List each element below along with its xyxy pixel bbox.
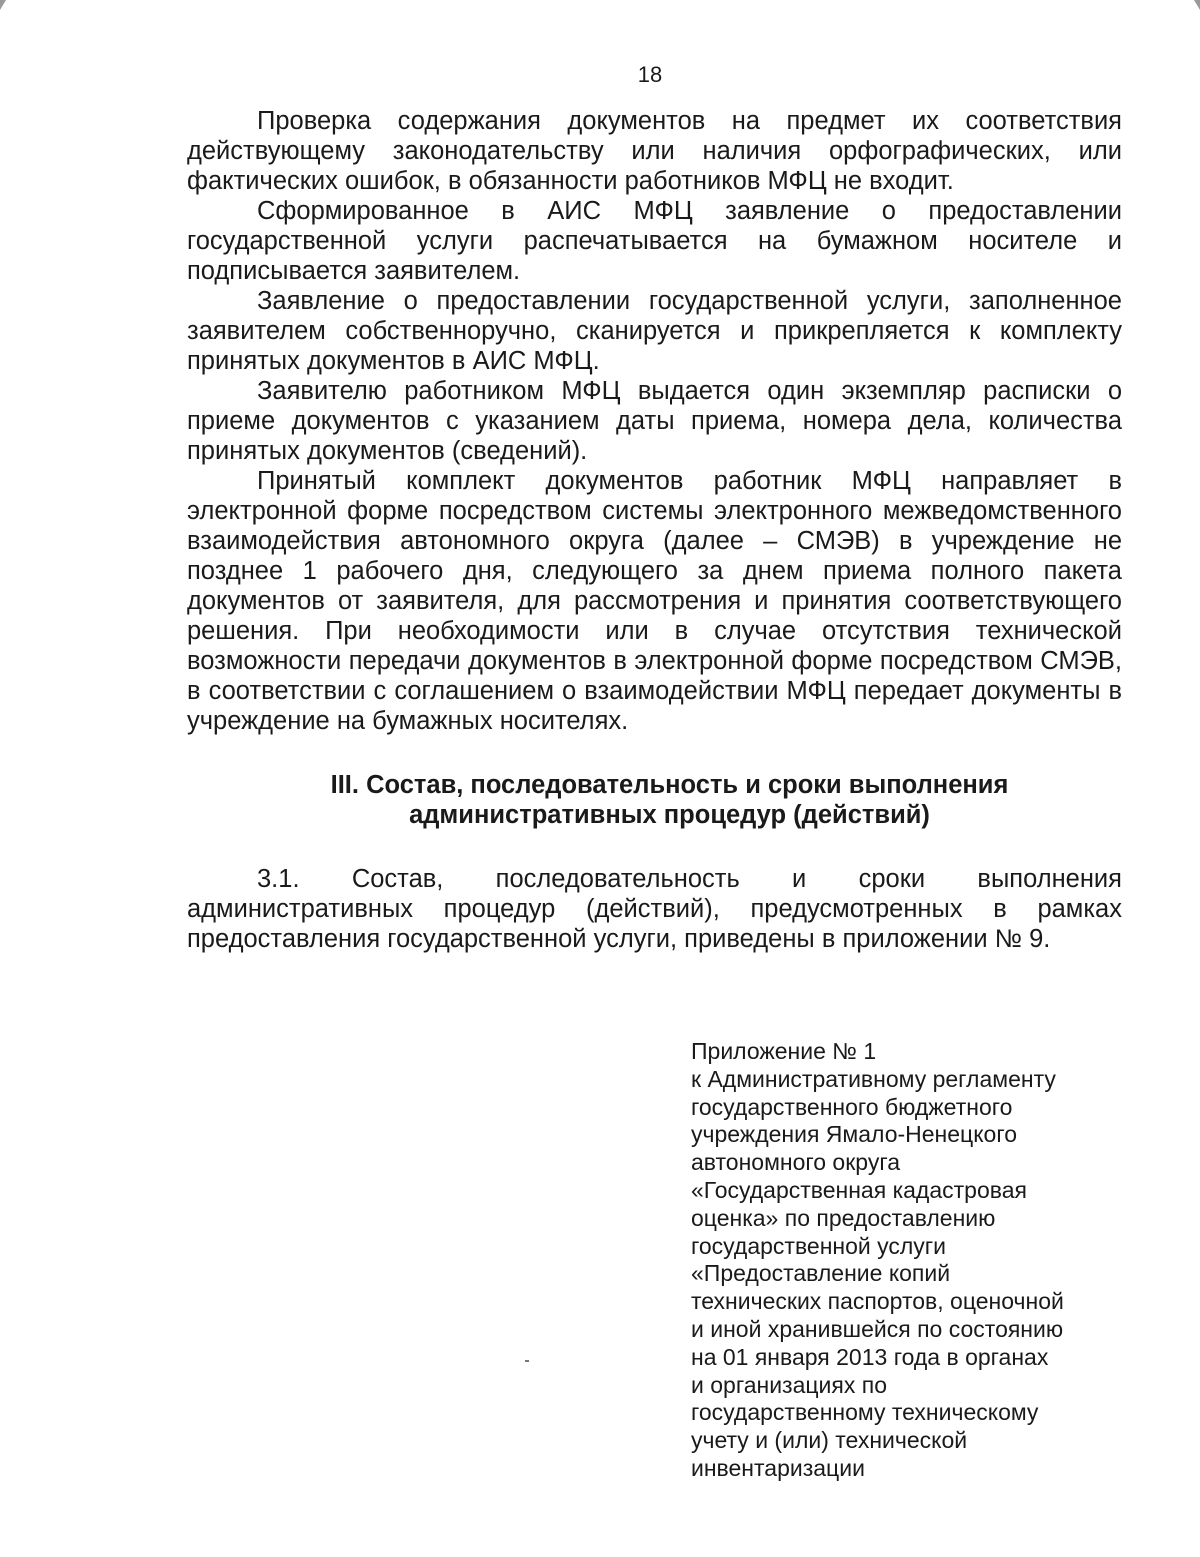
paragraph-section-3-1: 3.1. Состав, последовательность и сроки выполнения административных процедур (действий), предусмотренных в рамках предоставления государственной услуги, приведены в приложении № 9.: [187, 865, 1122, 953]
appendix-header: [691, 1038, 1131, 1483]
appendix-line: учету и (или) технической: [691, 1427, 968, 1454]
document-body: [187, 106, 1122, 954]
appendix-line: оценка» по предоставлению: [691, 1204, 996, 1231]
scan-corner-mark-right: [1194, 0, 1200, 10]
section-heading: [187, 770, 1122, 830]
scan-dust-speck: [525, 1360, 529, 1362]
appendix-line: «Государственная кадастровая: [691, 1176, 1027, 1203]
appendix-line: к Административному регламенту: [691, 1065, 1056, 1092]
appendix-line: учреждения Ямало-Ненецкого: [691, 1121, 1017, 1148]
appendix-line: государственному техническому: [691, 1399, 1039, 1426]
appendix-line: автономного округа: [691, 1149, 900, 1176]
section-heading-line-2: административных процедур (действий): [409, 801, 930, 829]
appendix-line: «Предоставление копий: [691, 1260, 951, 1287]
scan-corner-mark-left: [0, 0, 6, 10]
appendix-line: Приложение № 1: [691, 1038, 877, 1064]
appendix-line: инвентаризации: [691, 1454, 865, 1481]
paragraph-application-scan: Заявление о предоставлении государственной услуги, заполненное заявителем собственноручно, сканируется и прикрепляется к комплекту принятых документов в АИС МФЦ.: [187, 287, 1122, 375]
paragraph-document-check: Проверка содержания документов на предмет их соответствия действующему законодательству или наличия орфографических, или фактических ошибок, в обязанности работников МФЦ не входит.: [187, 107, 1122, 195]
appendix-line: и иной хранившейся по состоянию: [691, 1315, 1064, 1342]
paragraph-application-print: Сформированное в АИС МФЦ заявление о предоставлении государственной услуги распечатывается на бумажном носителе и подписывается заявителем.: [187, 197, 1122, 285]
page-number: 18: [637, 62, 663, 87]
appendix-line: государственного бюджетного: [691, 1093, 1013, 1120]
paragraph-transfer: Принятый комплект документов работник МФЦ направляет в электронной форме посредством системы электронного межведомственного взаимодействия автономного округа (далее – СМЭВ) в учреждение не позднее 1 рабочего дня, следующего за днем приема полного пакета документов от заявителя, для рассмотрения и принятия соответствующего решения. При необходимости или в случае отсутствия технической возможности передачи документов в электронной форме посредством СМЭВ, в соответствии с соглашением о взаимодействии МФЦ передает документы в учреждение на бумажных носителях.: [187, 467, 1122, 735]
paragraph-receipt: Заявителю работником МФЦ выдается один экземпляр расписки о приеме документов с указанием даты приема, номера дела, количества принятых документов (сведений).: [187, 377, 1122, 465]
appendix-line: государственной услуги: [691, 1232, 947, 1259]
section-heading-line-1: III. Состав, последовательность и сроки выполнения: [330, 771, 1009, 799]
appendix-line: на 01 января 2013 года в органах: [691, 1343, 1049, 1370]
appendix-line: технических паспортов, оценочной: [691, 1288, 1064, 1315]
appendix-line: и организациях по: [691, 1371, 887, 1398]
